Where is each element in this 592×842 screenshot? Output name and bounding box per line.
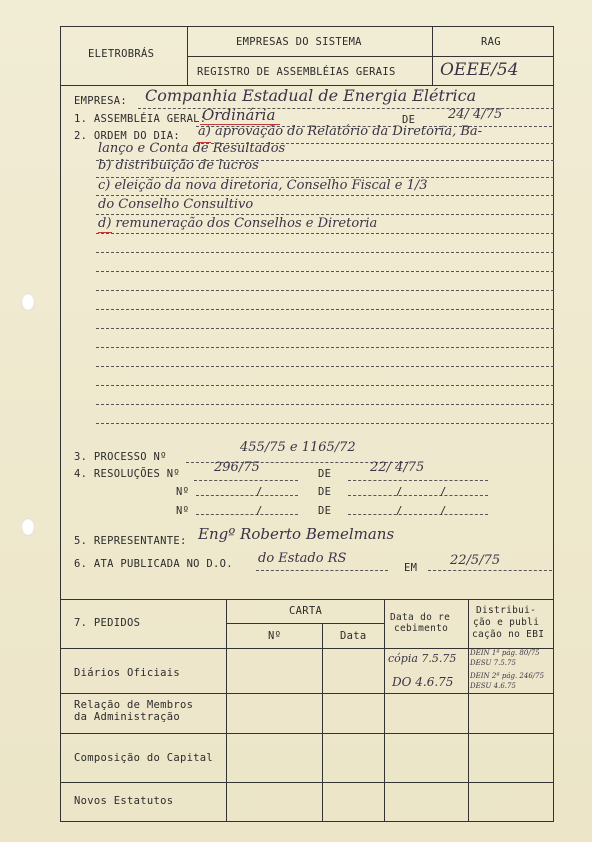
publication-date: 22/5/75 [450, 553, 501, 568]
fill-line [96, 366, 554, 367]
table-hline [60, 782, 554, 783]
col-no: Nº [268, 630, 282, 642]
code-value: OEEE/54 [440, 60, 519, 80]
col-distribuicao: ção e publi [473, 617, 540, 628]
punch-hole [21, 518, 35, 536]
col-distribuicao: cação no EBI [472, 629, 545, 640]
table-vline [384, 599, 385, 822]
col-recebimento: cebimento [394, 623, 449, 634]
fill-line [96, 347, 554, 348]
item5-label: 5. REPRESENTANTE: [74, 535, 187, 547]
fill-line [196, 514, 298, 515]
agenda-line: b) distribuição de lucros [98, 158, 259, 173]
row-label: Relação de Membros [74, 699, 194, 711]
empresa-label: EMPRESA: [74, 95, 127, 107]
item6-label: 6. ATA PUBLICADA NO D.O. [74, 558, 233, 570]
fill-line [194, 480, 298, 481]
table-hline [60, 693, 554, 694]
assembly-type: Ordinária [202, 106, 276, 124]
distribution-entry: DEIN 1ª pág. 80/75 [470, 649, 540, 657]
fill-line [96, 271, 554, 272]
table-vline [468, 599, 469, 822]
resolution-date: 22/ 4/75 [370, 460, 425, 475]
fill-line [96, 404, 554, 405]
fill-line [96, 177, 554, 178]
fill-line [96, 160, 554, 161]
item3-label: 3. PROCESSO Nº [74, 451, 167, 463]
distribution-entry: DEIN 2ª pág. 246/75 [470, 672, 545, 680]
item2-label: 2. ORDEM DO DIA: [74, 130, 180, 142]
agenda-line: a) aprovação do Relatório da Diretoria, Ba- [198, 124, 483, 139]
fill-line [96, 195, 554, 196]
representative: Engº Roberto Bemelmans [198, 525, 395, 543]
fill-line [348, 495, 488, 496]
fill-line [96, 252, 554, 253]
fill-line [196, 495, 298, 496]
fill-line [256, 570, 388, 571]
de-label: DE [318, 505, 332, 517]
slash: / [440, 486, 447, 498]
fill-line [96, 423, 554, 424]
slash: / [256, 505, 263, 517]
fill-line [96, 233, 554, 234]
slash: / [256, 486, 263, 498]
col-data: Data [340, 630, 367, 642]
distribution-entry: DESU 7.5.75 [470, 659, 516, 667]
empresa-value: Companhia Estadual de Energia Elétrica [145, 86, 477, 105]
agenda-line: c) eleição da nova diretoria, Conselho Fiscal e 1/3 [98, 178, 428, 193]
col-distribuicao: Distribui- [476, 605, 537, 616]
no-label: Nº [176, 486, 190, 498]
assembly-date: 24/ 4/75 [448, 107, 503, 122]
item6-em: EM [404, 562, 418, 574]
table-top [60, 599, 554, 600]
code-label: RAG [481, 36, 501, 48]
de-label: DE [318, 486, 332, 498]
slash: / [396, 486, 403, 498]
fill-line [348, 480, 488, 481]
slash: / [396, 505, 403, 517]
fill-line [96, 290, 554, 291]
header-hline [187, 56, 554, 57]
row-label: Novos Estatutos [74, 795, 174, 807]
item1-de: DE [402, 114, 416, 126]
item1-label: 1. ASSEMBLÉIA GERAL: [74, 113, 207, 125]
col-pedidos: 7. PEDIDOS [74, 617, 141, 629]
resolution-number: 296/75 [214, 460, 260, 475]
row-label: da Administração [74, 711, 180, 723]
fill-line [348, 514, 488, 515]
agenda-line: lanço e Conta de Resultados [98, 141, 286, 156]
table-vline [322, 623, 323, 822]
fill-line [96, 328, 554, 329]
form-title: REGISTRO DE ASSEMBLÉIAS GERAIS [197, 66, 396, 78]
distribution-entry: DESU 4.6.75 [470, 682, 516, 690]
fill-line [96, 385, 554, 386]
fill-line [196, 143, 554, 144]
col-recebimento: Data do re [390, 612, 451, 623]
row-label: Composição do Capital [74, 752, 214, 764]
receipt-entry: DO 4.6.75 [392, 675, 454, 689]
receipt-entry: cópia 7.5.75 [388, 652, 457, 665]
table-hline [226, 623, 384, 624]
fill-line [96, 214, 554, 215]
process-number: 455/75 e 1165/72 [240, 440, 356, 455]
table-vline [226, 599, 227, 822]
publication-source: do Estado RS [258, 551, 347, 566]
agenda-line: do Conselho Consultivo [98, 197, 254, 212]
item4-de: DE [318, 468, 332, 480]
slash: / [440, 505, 447, 517]
company-short: ELETROBRÁS [88, 48, 155, 60]
no-label: Nº [176, 505, 190, 517]
punch-hole [21, 293, 35, 311]
agenda-line: d) remuneração dos Conselhos e Diretoria [98, 216, 378, 231]
group-label: EMPRESAS DO SISTEMA [236, 36, 362, 48]
table-hline [60, 733, 554, 734]
col-carta: CARTA [289, 605, 323, 617]
fill-line [96, 309, 554, 310]
item4-label: 4. RESOLUÇÕES Nº [74, 468, 180, 480]
row-label: Diários Oficiais [74, 667, 180, 679]
fill-line [428, 570, 552, 571]
